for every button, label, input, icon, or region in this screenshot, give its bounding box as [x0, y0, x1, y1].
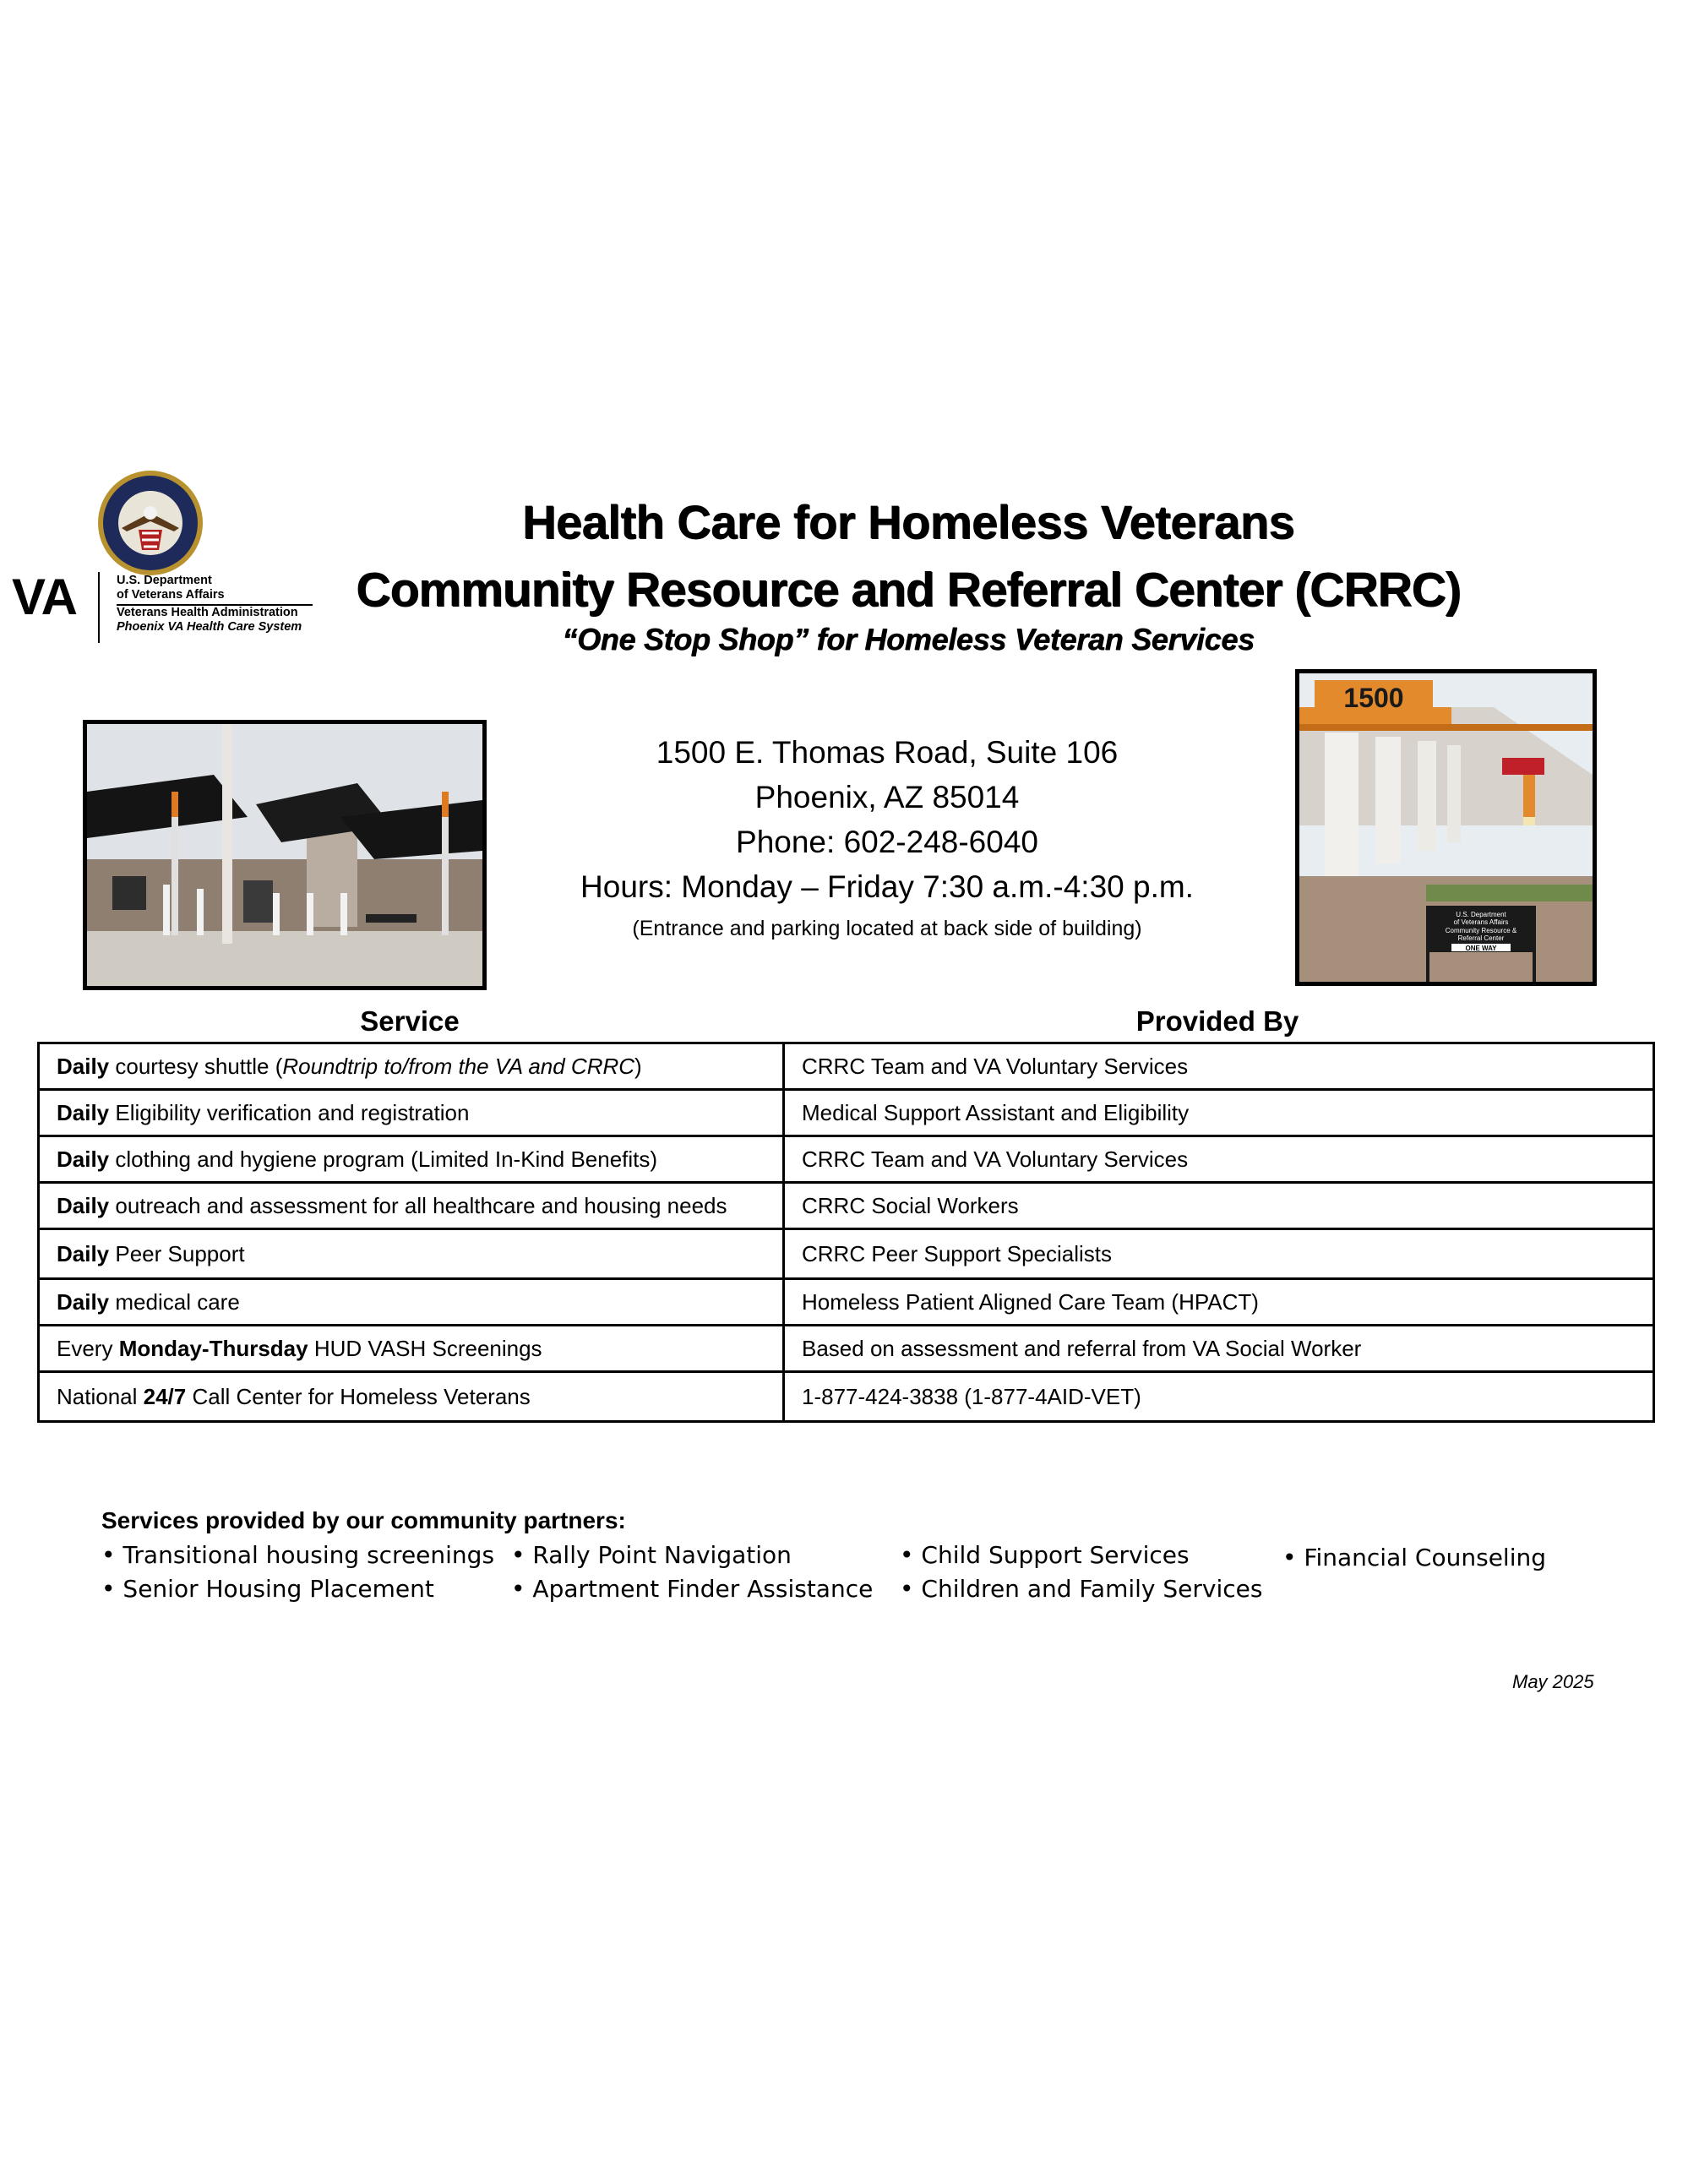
logo-line-phoenix: Phoenix VA Health Care System — [117, 620, 302, 634]
revision-date: May 2025 — [1512, 1671, 1594, 1692]
office-hours: Hours: Monday – Friday 7:30 a.m.-4:30 p.m. — [580, 869, 1194, 904]
logo-line-veterans-affairs: of Veterans Affairs — [117, 588, 225, 602]
entrance-note: (Entrance and parking located at back side of building) — [632, 917, 1142, 940]
partner-item: • Rally Point Navigation — [511, 1541, 792, 1569]
provider-cell: Homeless Patient Aligned Care Team (HPACT) — [784, 1279, 1654, 1326]
column-header-service: Service — [360, 1005, 460, 1037]
service-cell: Daily outreach and assessment for all healthcare and housing needs — [39, 1183, 784, 1229]
address-street: 1500 E. Thomas Road, Suite 106 — [656, 735, 1119, 770]
service-cell: Daily Eligibility verification and registration — [39, 1090, 784, 1136]
table-row — [39, 1326, 1654, 1372]
sign-one-way: ONE WAY — [1465, 945, 1497, 952]
courtyard-photo — [83, 720, 487, 990]
table-row — [39, 1136, 1654, 1183]
provider-cell: CRRC Social Workers — [784, 1183, 1654, 1229]
sign-line4: Referral Center — [1457, 934, 1505, 942]
provider-cell: Medical Support Assistant and Eligibility — [784, 1090, 1654, 1136]
sign-line2: of Veterans Affairs — [1453, 918, 1509, 926]
table-row — [39, 1372, 1654, 1422]
service-cell: Daily Peer Support — [39, 1229, 784, 1279]
logo-line-vha: Veterans Health Administration — [117, 606, 298, 619]
table-row — [39, 1183, 1654, 1229]
sign-line1: U.S. Department — [1456, 911, 1506, 918]
service-cell: Daily medical care — [39, 1279, 784, 1326]
logo-divider — [98, 572, 100, 643]
service-cell: Every Monday-Thursday HUD VASH Screenings — [39, 1326, 784, 1372]
partner-item: • Transitional housing screenings — [101, 1541, 495, 1569]
partner-item: • Apartment Finder Assistance — [511, 1575, 874, 1603]
table-row — [39, 1090, 1654, 1136]
partner-item: • Financial Counseling — [1282, 1544, 1546, 1571]
service-cell: Daily courtesy shuttle (Roundtrip to/from the VA and CRRC) — [39, 1043, 784, 1090]
page-title-line1: Health Care for Homeless Veterans — [521, 495, 1295, 548]
sign-line3: Community Resource & — [1445, 927, 1517, 934]
services-table — [37, 1042, 1655, 1423]
building-number: 1500 — [1343, 683, 1404, 713]
provider-cell: Based on assessment and referral from VA Social Worker — [784, 1326, 1654, 1372]
phone-number: Phone: 602-248-6040 — [736, 825, 1038, 859]
table-row — [39, 1229, 1654, 1279]
service-cell: Daily clothing and hygiene program (Limited In-Kind Benefits) — [39, 1136, 784, 1183]
page-title-line2: Community Resource and Referral Center (CRRC) — [356, 563, 1461, 617]
partners-heading: Services provided by our community partners: — [101, 1507, 626, 1533]
provider-cell: CRRC Team and VA Voluntary Services — [784, 1136, 1654, 1183]
provider-cell: 1-877-424-3838 (1-877-4AID-VET) — [784, 1372, 1654, 1422]
va-mark: VA — [12, 569, 77, 625]
partner-item: • Children and Family Services — [900, 1575, 1263, 1603]
table-row — [39, 1043, 1654, 1090]
partner-item: • Senior Housing Placement — [101, 1575, 434, 1603]
va-seal-icon — [96, 469, 204, 577]
column-header-provided-by: Provided By — [1135, 1005, 1299, 1037]
provider-cell: CRRC Team and VA Voluntary Services — [784, 1043, 1654, 1090]
table-row — [39, 1279, 1654, 1326]
service-cell: National 24/7 Call Center for Homeless Veterans — [39, 1372, 784, 1422]
provider-cell: CRRC Peer Support Specialists — [784, 1229, 1654, 1279]
partner-item: • Child Support Services — [900, 1541, 1190, 1569]
logo-line-department: U.S. Department — [117, 574, 212, 587]
address-city: Phoenix, AZ 85014 — [754, 780, 1020, 814]
page-tagline: “One Stop Shop” for Homeless Veteran Services — [562, 622, 1255, 656]
building-photo — [1295, 669, 1597, 986]
